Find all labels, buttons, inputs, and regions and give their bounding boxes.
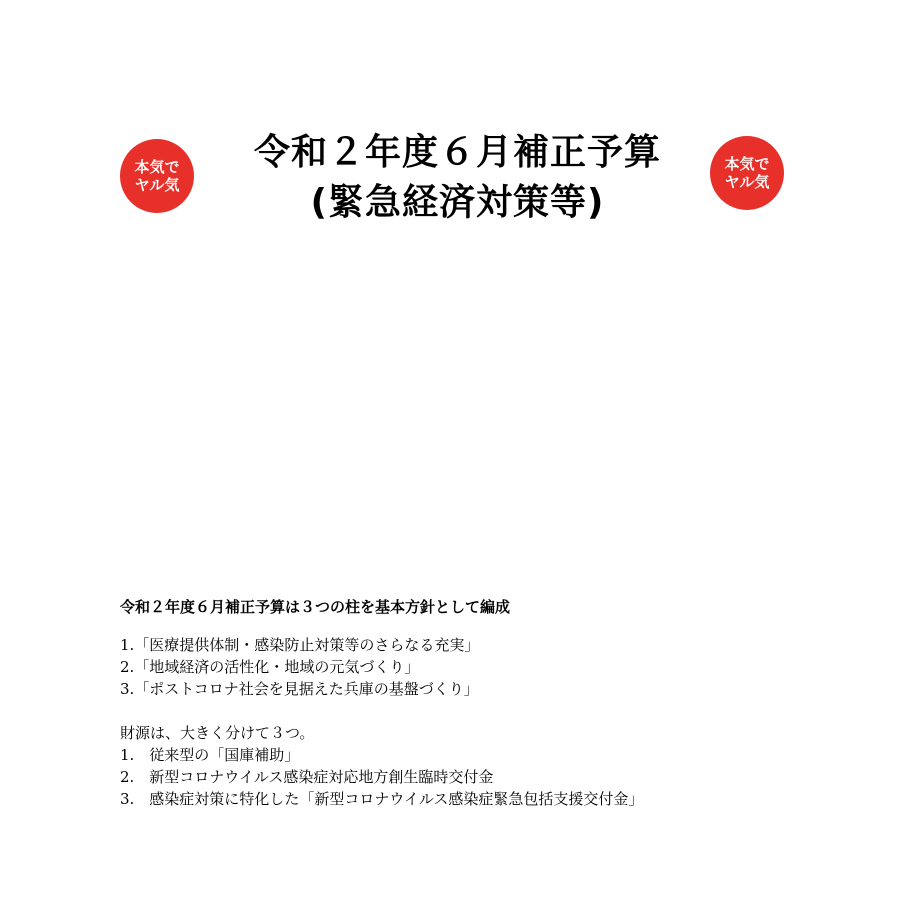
list-item: 2. 新型コロナウイルス感染症対応地方創生臨時交付金 [120,768,494,786]
funding-section [120,722,840,810]
title-line-1: 令和２年度６月補正予算 [253,132,661,173]
list-item: 3. 感染症対策に特化した「新型コロナウイルス感染症緊急包括支援交付金」 [120,790,644,808]
badge-text-line1: 本気で [134,158,180,176]
motivation-badge-right [710,136,784,210]
list-item: 3.「ポストコロナ社会を見据えた兵庫の基盤づくり」 [120,680,479,698]
badge-text-line1: 本気で [724,155,770,173]
section-heading: 令和２年度６月補正予算は３つの柱を基本方針として編成 [120,598,511,616]
funding-intro: 財源は、大きく分けて３つ。 [120,724,315,742]
body-content [120,596,840,810]
badge-text-line2: ヤル気 [134,176,180,194]
list-item: 1. 従来型の「国庫補助」 [120,746,300,764]
badge-text-line2: ヤル気 [724,173,770,191]
pillars-list [120,634,840,700]
title-line-2: (緊急経済対策等) [310,182,605,223]
spacer [120,700,840,722]
list-item: 1.「医療提供体制・感染防止対策等のさらなる充実」 [120,636,480,654]
list-item: 2.「地域経済の活性化・地域の元気づくり」 [120,658,420,676]
